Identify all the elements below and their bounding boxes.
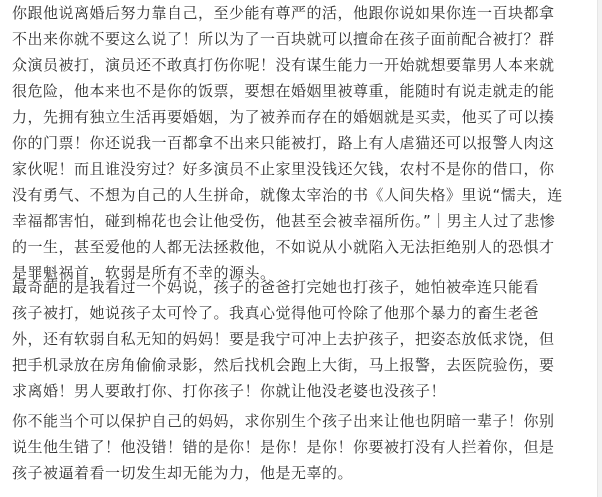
text-line: 最奇葩的是我看过一个妈说，孩子的爸爸打完她也打孩子，她怕被牵连只能看 [12, 278, 540, 296]
text-line: 说生他生错了！他没错！错的是你！是你！是你！你要被打没有人拦着你，但是 [12, 438, 555, 456]
text-line: 很危险，他本来也不是你的饭票，要想在婚姻里被尊重，能随时有说走就走的能 [12, 82, 555, 100]
text-line: 力，先拥有独立生活再要婚姻，为了被养而存在的婚姻就是买卖，他买了可以揍 [12, 108, 555, 126]
text-line: 求离婚！男人要敢打你、打你孩子！你就让他没老婆也没孩子！ [12, 382, 447, 400]
text-line: 众演员被打，演员还不敢真打伤你呢！没有谋生能力一开始就想要靠男人本来就 [12, 56, 555, 74]
text-line: 你的门票！你还说我一百都拿不出来只能被打，路上有人虐猫还可以报警人肉这 [12, 134, 555, 152]
paragraph-2 [12, 274, 555, 404]
text-line: 的一生，甚至爱他的人都无法拯救他，不如说从小就陷入无法拒绝别人的恐惧才 [12, 238, 555, 256]
text-line: 孩子被打，她说孩子太可怜了。我真心觉得他可怜除了他那个暴力的畜生老爸 [12, 304, 540, 322]
text-line: 把手机录放在房角偷偷录影，然后找机会跑上大街，马上报警，去医院验伤，要 [12, 356, 555, 374]
paragraph-3 [12, 408, 555, 486]
text-line: 家伙呢！而且谁没穷过？好多演员不止家里没钱还欠钱，农村不是你的借口，你 [12, 160, 555, 178]
text-line: 幸福都害怕，碰到棉花也会让他受伤，他甚至会被幸福所伤。”｜男主人过了悲惨 [12, 212, 556, 230]
text-line: 不出来你就不要这么说了！所以为了一百块就可以擅命在孩子面前配合被打？群 [12, 30, 555, 48]
text-line: 没有勇气、不想为自己的人生拼命，就像太宰治的书《人间失格》里说“懦夫，连 [12, 186, 563, 204]
text-line: 你不能当个可以保护自己的妈妈，求你别生个孩子出来让他也阴暗一辈子！你别 [12, 412, 555, 430]
paragraph-1 [12, 0, 563, 286]
text-line: 外，还有软弱自私无知的妈妈！要是我宁可冲上去护孩子，把姿态放低求饶，但 [12, 330, 555, 348]
text-line: 你跟他说离婚后努力靠自己，至少能有尊严的活，他跟你说如果你连一百块都拿 [12, 4, 555, 22]
text-line: 孩子被逼着看一切发生却无能为力，他是无辜的。 [12, 464, 354, 482]
page-edge-rail [597, 0, 602, 497]
text-line: 是罪魁祸首，软弱是所有不幸的源头。 [12, 264, 276, 282]
